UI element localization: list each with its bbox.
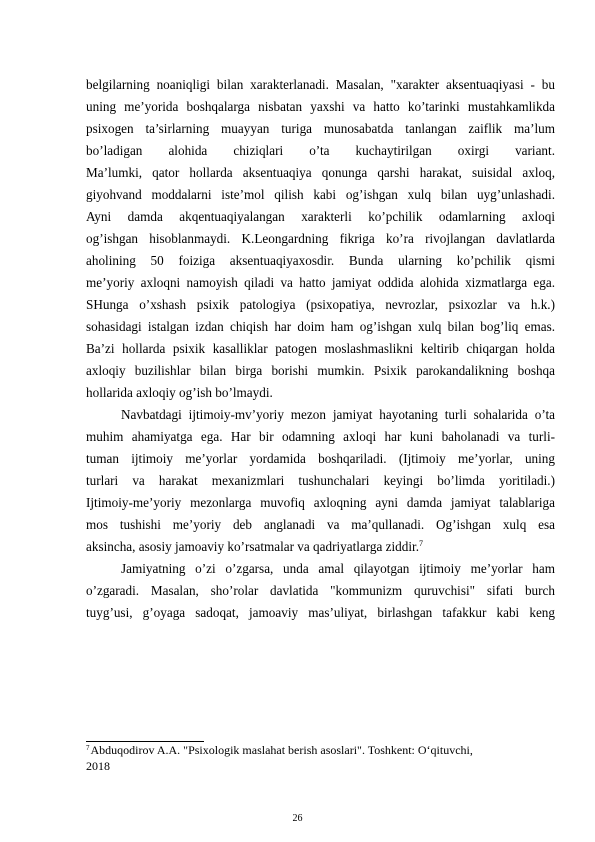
text-line: o’zgaradi. Masalan, sho’rolar davlatida "kommunizm quruvchisi" sifati burch	[86, 583, 555, 598]
page-body	[86, 74, 555, 624]
text-line: Jamiyatning o’zi o’zgarsa, unda amal qilayotgan ijtimoiy me’yorlar ham	[121, 561, 555, 576]
footnote-line-1	[86, 742, 506, 758]
text-line: Ayni damda akqentuaqiyalangan xarakterli ko’pchilik odamlarning axloqi	[86, 209, 555, 224]
paragraph	[86, 74, 555, 404]
text-line: mos tushishi me’yoriy deb anglanadi va ma’qullanadi. Og’ishgan xulq esa	[86, 517, 555, 532]
text-line: sohasidagi istalgan izdan chiqish har doim ham og’ishgan xulq bilan bog’liq emas.	[86, 319, 555, 334]
text-line: belgilarning noaniqligi bilan xarakterlanadi. Masalan, "xarakter aksentuaqiyasi - bu	[86, 77, 555, 92]
paragraph	[86, 404, 555, 558]
footnote-text: Abduqodirov A.A. "Psixologik maslahat berish asoslari". Toshkent: O‘qituvchi,	[90, 743, 473, 757]
text-line: bo’ladigan alohida chiziqlari o’ta kuchaytirilgan oxirgi variant.	[86, 143, 555, 158]
text-line: uning me’yorida boshqalarga nisbatan yaxshi va hatto ko’tarinki mustahkamlikda	[86, 99, 555, 114]
page-number: 26	[292, 813, 303, 824]
footnote-reference[interactable]: 7	[419, 539, 423, 548]
text-line: muhim ahamiyatga ega. Har bir odamning axloqi har kuni baholanadi va turli-	[86, 429, 555, 444]
footnote-line-2: 2018	[86, 759, 110, 773]
text-line: me’yoriy axloqni namoyish qiladi va hatto jamiyat oddida alohida xizmatlarga ega.	[86, 275, 555, 290]
text-line: giyohvand moddalarni iste’mol qilish kabi og’ishgan xulq bilan uyg’unlashadi.	[86, 187, 555, 202]
text-line: turlari va harakat mexanizmlari tushunchalari keyingi bo’limda yoritiladi.)	[86, 473, 555, 488]
text-line: hollarida axloqiy og’ish bo’lmaydi.	[86, 385, 273, 400]
footnote-number: 7	[86, 744, 90, 752]
text-line: Ma’lumki, qator hollarda aksentuaqiya qonunga qarshi harakat, suisidal axloq,	[86, 165, 555, 180]
text-line: SHunga o’xshash psixik patologiya (psixopatiya, nevrozlar, psixozlar va h.k.)	[86, 297, 555, 312]
footnote	[86, 742, 506, 774]
text-line: Navbatdagi ijtimoiy-mv’yoriy mezon jamiyat hayotaning turli sohalarida o’ta	[121, 407, 555, 422]
text-line: tuyg’usi, g’oyaga sadoqat, jamoaviy mas’uliyat, birlashgan tafakkur kabi keng	[86, 605, 555, 620]
text-line: Ba’zi hollarda psixik kasalliklar patogen moslashmaslikni keltirib chiqargan holda	[86, 341, 555, 356]
text-line: aksincha, asosiy jamoaviy ko’rsatmalar va qadriyatlarga ziddir.$^7$	[86, 539, 423, 554]
text-line: axloqiy buzilishlar bilan birga borishi mumkin. Psixik parokandalikning boshqa	[86, 363, 555, 378]
paragraph	[86, 558, 555, 624]
text-line: tuman ijtimoiy me’yorlar yordamida boshqariladi. (Ijtimoiy me’yorlar, uning	[86, 451, 555, 466]
text-line: og’ishgan hisoblanmaydi. K.Leongardning fikriga ko’ra rivojlangan davlatlarda	[86, 231, 555, 246]
text-line: aholining 50 foiziga aksentuaqiyaxosdir. Bunda ularning ko’pchilik qismi	[86, 253, 555, 268]
text-line: Ijtimoiy-me’yoriy mezonlarga muvofiq axloqning ayni damda jamiyat talablariga	[86, 495, 555, 510]
text-line: psixogen ta’sirlarning muayyan turiga munosabatda tanlangan zaiflik ma’lum	[86, 121, 555, 136]
